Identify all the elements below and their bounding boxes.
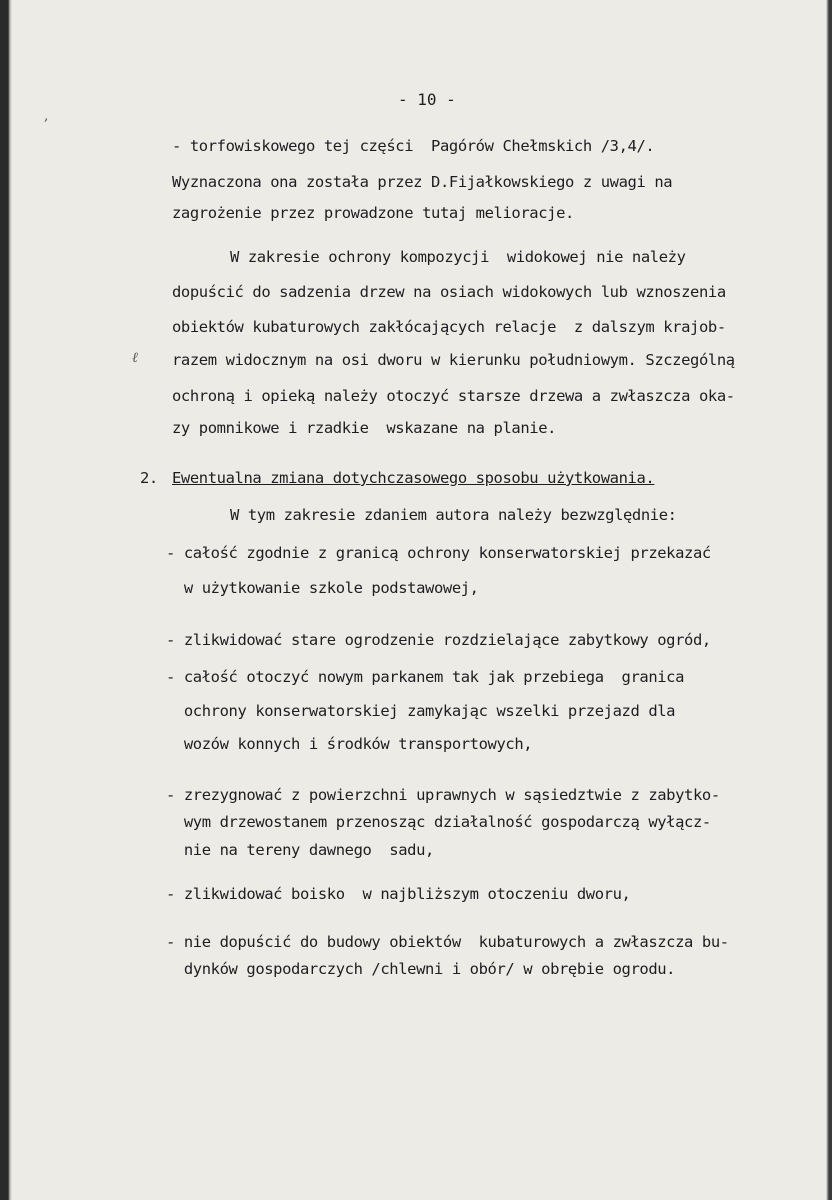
- list-item-line: dynków gospodarczych /chlewni i obór/ w obrębie ogrodu.: [166, 960, 676, 978]
- list-item-line: wozów konnych i środków transportowych,: [166, 735, 533, 753]
- text-line: ochroną i opieką należy otoczyć starsze drzewa a zwłaszcza oka-: [172, 387, 735, 405]
- list-item-line: - zrezygnować z powierzchni uprawnych w sąsiedztwie z zabytko-: [166, 786, 720, 804]
- section-heading: Ewentualna zmiana dotychczasowego sposobu użytkowania.: [172, 469, 655, 487]
- margin-mark: ℓ: [132, 350, 138, 366]
- list-item-line: - zlikwidować stare ogrodzenie rozdzielające zabytkowy ogród,: [166, 631, 711, 649]
- list-item-line: ochrony konserwatorskiej zamykając wszelki przejazd dla: [166, 702, 676, 720]
- text-line: dopuścić do sadzenia drzew na osiach widokowych lub wznoszenia: [172, 283, 726, 301]
- text-line: W zakresie ochrony kompozycji widokowej nie należy: [230, 248, 686, 266]
- section-number: 2.: [140, 469, 158, 487]
- text-line: zagrożenie przez prowadzone tutaj melioracje.: [172, 204, 574, 222]
- list-item-line: w użytkowanie szkole podstawowej,: [166, 579, 479, 597]
- text-line: Wyznaczona ona została przez D.Fijałkowskiego z uwagi na: [172, 173, 673, 191]
- text-line: - torfowiskowego tej części Pagórów Chełmskich /3,4/.: [172, 137, 655, 155]
- list-item-line: - całość zgodnie z granicą ochrony konserwatorskiej przekazać: [166, 544, 711, 562]
- text-line: obiektów kubaturowych zakłócających relacje z dalszym krajob-: [172, 318, 726, 336]
- scan-edge-left: [0, 0, 12, 1200]
- text-line: zy pomnikowe i rzadkie wskazane na planie.: [172, 419, 557, 437]
- list-item-line: - zlikwidować boisko w najbliższym otoczeniu dworu,: [166, 885, 631, 903]
- margin-mark: ,: [44, 108, 49, 124]
- page-number: - 10 -: [398, 90, 456, 109]
- list-item-line: wym drzewostanem przenosząc działalność gospodarczą wyłącz-: [166, 813, 711, 831]
- section-intro: W tym zakresie zdaniem autora należy bezwzględnie:: [230, 506, 677, 524]
- list-item-line: - całość otoczyć nowym parkanem tak jak przebiega granica: [166, 668, 685, 686]
- list-item-line: nie na tereny dawnego sadu,: [166, 841, 434, 859]
- text-line: razem widocznym na osi dworu w kierunku południowym. Szczególną: [172, 351, 735, 369]
- list-item-line: - nie dopuścić do budowy obiektów kubaturowych a zwłaszcza bu-: [166, 933, 729, 951]
- scan-edge-right: [826, 0, 832, 1200]
